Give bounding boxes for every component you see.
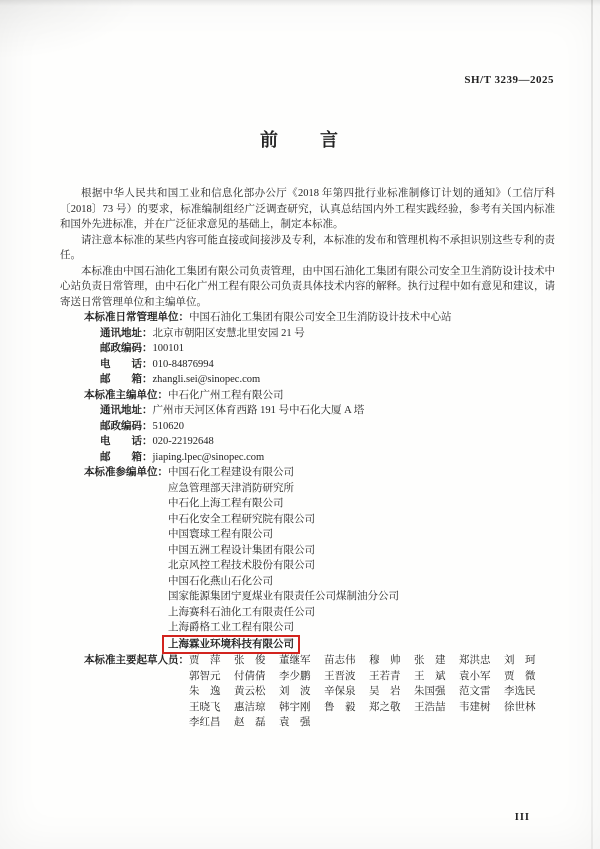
field-phone: 电 话：010-84876994: [100, 358, 214, 370]
drafter-name: 鲁 毅: [324, 701, 356, 713]
paragraph-basis: 根据中华人民共和国工业和信息化部办公厅《2018 年第四批行业标准制修订计划的通知》（工信厅科〔2018〕73 号）的要求，标准编制组经广泛调查研究，认真总结国内外工程实践经验，参考有关国内标准和国外先进标准，并在广泛征求意见的基础上，制定本标准。: [60, 188, 555, 230]
drafter-name: 李少鹏: [279, 670, 311, 682]
drafter-name: 李红昌: [189, 717, 221, 728]
unit-item: 中国石化燕山石化公司: [168, 575, 273, 587]
drafter-name: 赵 磊: [234, 717, 266, 728]
drafters-list: [189, 653, 555, 731]
drafter-name: 郑洪忠: [459, 655, 491, 666]
drafter-name: 张 建: [414, 655, 446, 666]
unit-item: 上海赛科石油化工有限责任公司: [168, 606, 315, 618]
unit-item: 中国五洲工程设计集团有限公司: [168, 544, 315, 556]
unit-item: 应急管理部天津消防研究所: [168, 482, 294, 494]
drafter-name: 王晋波: [324, 670, 356, 682]
field-postcode: 邮政编码：100101: [100, 343, 184, 354]
foreword-title: 前 言: [260, 130, 340, 150]
participants-label: 本标准参编单位：: [84, 467, 168, 478]
daily-management-name: 中国石油化工集团有限公司安全卫生消防设计技术中心站: [189, 312, 452, 323]
participants-list: [168, 465, 555, 653]
field-postcode: 邮政编码：510620: [100, 420, 184, 432]
unit-item: 上海爵格工业工程有限公司: [168, 622, 294, 633]
unit-item: 北京风控工程技术股份有限公司: [168, 560, 315, 571]
drafter-name: 韦建树: [459, 701, 491, 713]
unit-item: 中国寰球工程有限公司: [168, 529, 273, 540]
drafter-name: 贾 微: [504, 670, 536, 682]
drafter-row: [189, 700, 555, 716]
drafter-name: 袁 强: [279, 717, 311, 728]
drafter-name: 郭智元: [189, 670, 221, 682]
drafter-name: 辛保泉: [324, 686, 356, 697]
unit-item: 中石化上海工程有限公司: [168, 498, 284, 509]
unit-item: 国家能源集团宁夏煤业有限责任公司煤制油分公司: [168, 591, 399, 602]
drafter-row: [189, 715, 555, 731]
drafter-name: 黄云松: [234, 686, 266, 697]
drafter-name: 王浩喆: [414, 701, 446, 713]
chief-editor-name: 中石化广州工程有限公司: [168, 389, 284, 401]
drafter-name: 郑之敬: [369, 701, 401, 713]
chief-editor-block: [60, 388, 555, 466]
document-body: [60, 186, 555, 731]
unit-item-highlighted: [168, 636, 555, 654]
drafter-name: 刘 波: [279, 686, 311, 697]
drafter-row: [189, 669, 555, 685]
drafter-name: 贾 萍: [189, 655, 221, 666]
drafter-name: 朱国强: [414, 686, 446, 697]
drafter-name: 张 俊: [234, 655, 266, 666]
unit-item: 中国石化工程建设有限公司: [168, 467, 294, 478]
drafter-name: 王若青: [369, 670, 401, 682]
drafters-label: 本标准主要起草人员：: [84, 655, 189, 666]
standard-code: SH/T 3239—2025: [464, 74, 554, 86]
drafters-block: [84, 653, 555, 731]
drafter-name: 吴 岩: [369, 686, 401, 697]
red-highlight-box: 上海霖业环境科技有限公司: [162, 635, 300, 655]
drafter-name: 穆 帅: [369, 655, 401, 666]
chief-editor-label: 本标准主编单位：: [84, 389, 168, 401]
drafter-name: 李选民: [504, 686, 536, 697]
drafter-name: 朱 逸: [189, 686, 221, 697]
chief-editor-lead: [84, 388, 555, 404]
drafter-name: 王晓飞: [189, 701, 221, 713]
scan-artifact-corner: [0, 0, 140, 60]
drafter-name: 付倩倩: [234, 670, 266, 682]
field-email: 邮 箱：zhangli.sei@sinopec.com: [100, 374, 261, 385]
paragraph-management: 本标准由中国石油化工集团有限公司负责管理，由中国石油化工集团有限公司安全卫生消防设计技术中心站负责日常管理，由中石化广州工程有限公司负责具体技术内容的解释。执行过程中如有意见和建议，请寄送日常管理单位和主编单位。: [60, 265, 555, 308]
page-number: III: [514, 812, 530, 823]
drafter-name: 韩宇刚: [279, 701, 311, 713]
field-phone: 电 话：020-22192648: [100, 436, 214, 447]
unit-item: 中石化安全工程研究院有限公司: [168, 513, 315, 525]
drafter-row: [189, 653, 555, 669]
paragraph-patent-notice: 请注意本标准的某些内容可能直接或间接涉及专利，本标准的发布和管理机构不承担识别这些专利的责任。: [60, 234, 555, 261]
daily-management-block: [60, 310, 555, 388]
drafter-name: 刘 珂: [504, 655, 536, 666]
drafter-name: 范文雷: [459, 686, 491, 697]
daily-management-label: 本标准日常管理单位：: [84, 312, 189, 323]
participants-block: [84, 465, 555, 653]
field-address: 通讯地址：广州市天河区体育西路 191 号中石化大厦 A 塔: [100, 405, 365, 416]
field-email: 邮 箱：jiaping.lpec@sinopec.com: [100, 451, 265, 463]
daily-management-lead: [84, 310, 555, 326]
drafter-name: 徐世林: [504, 701, 536, 713]
drafter-name: 惠洁琼: [234, 701, 266, 713]
field-address: 通讯地址：北京市朝阳区安慧北里安园 21 号: [100, 327, 305, 339]
drafter-name: 王 斌: [414, 670, 446, 682]
drafter-name: 苗志伟: [324, 655, 356, 666]
drafter-row: [189, 684, 555, 700]
drafter-name: 董继军: [279, 655, 311, 666]
drafter-name: 袁小军: [459, 670, 491, 682]
